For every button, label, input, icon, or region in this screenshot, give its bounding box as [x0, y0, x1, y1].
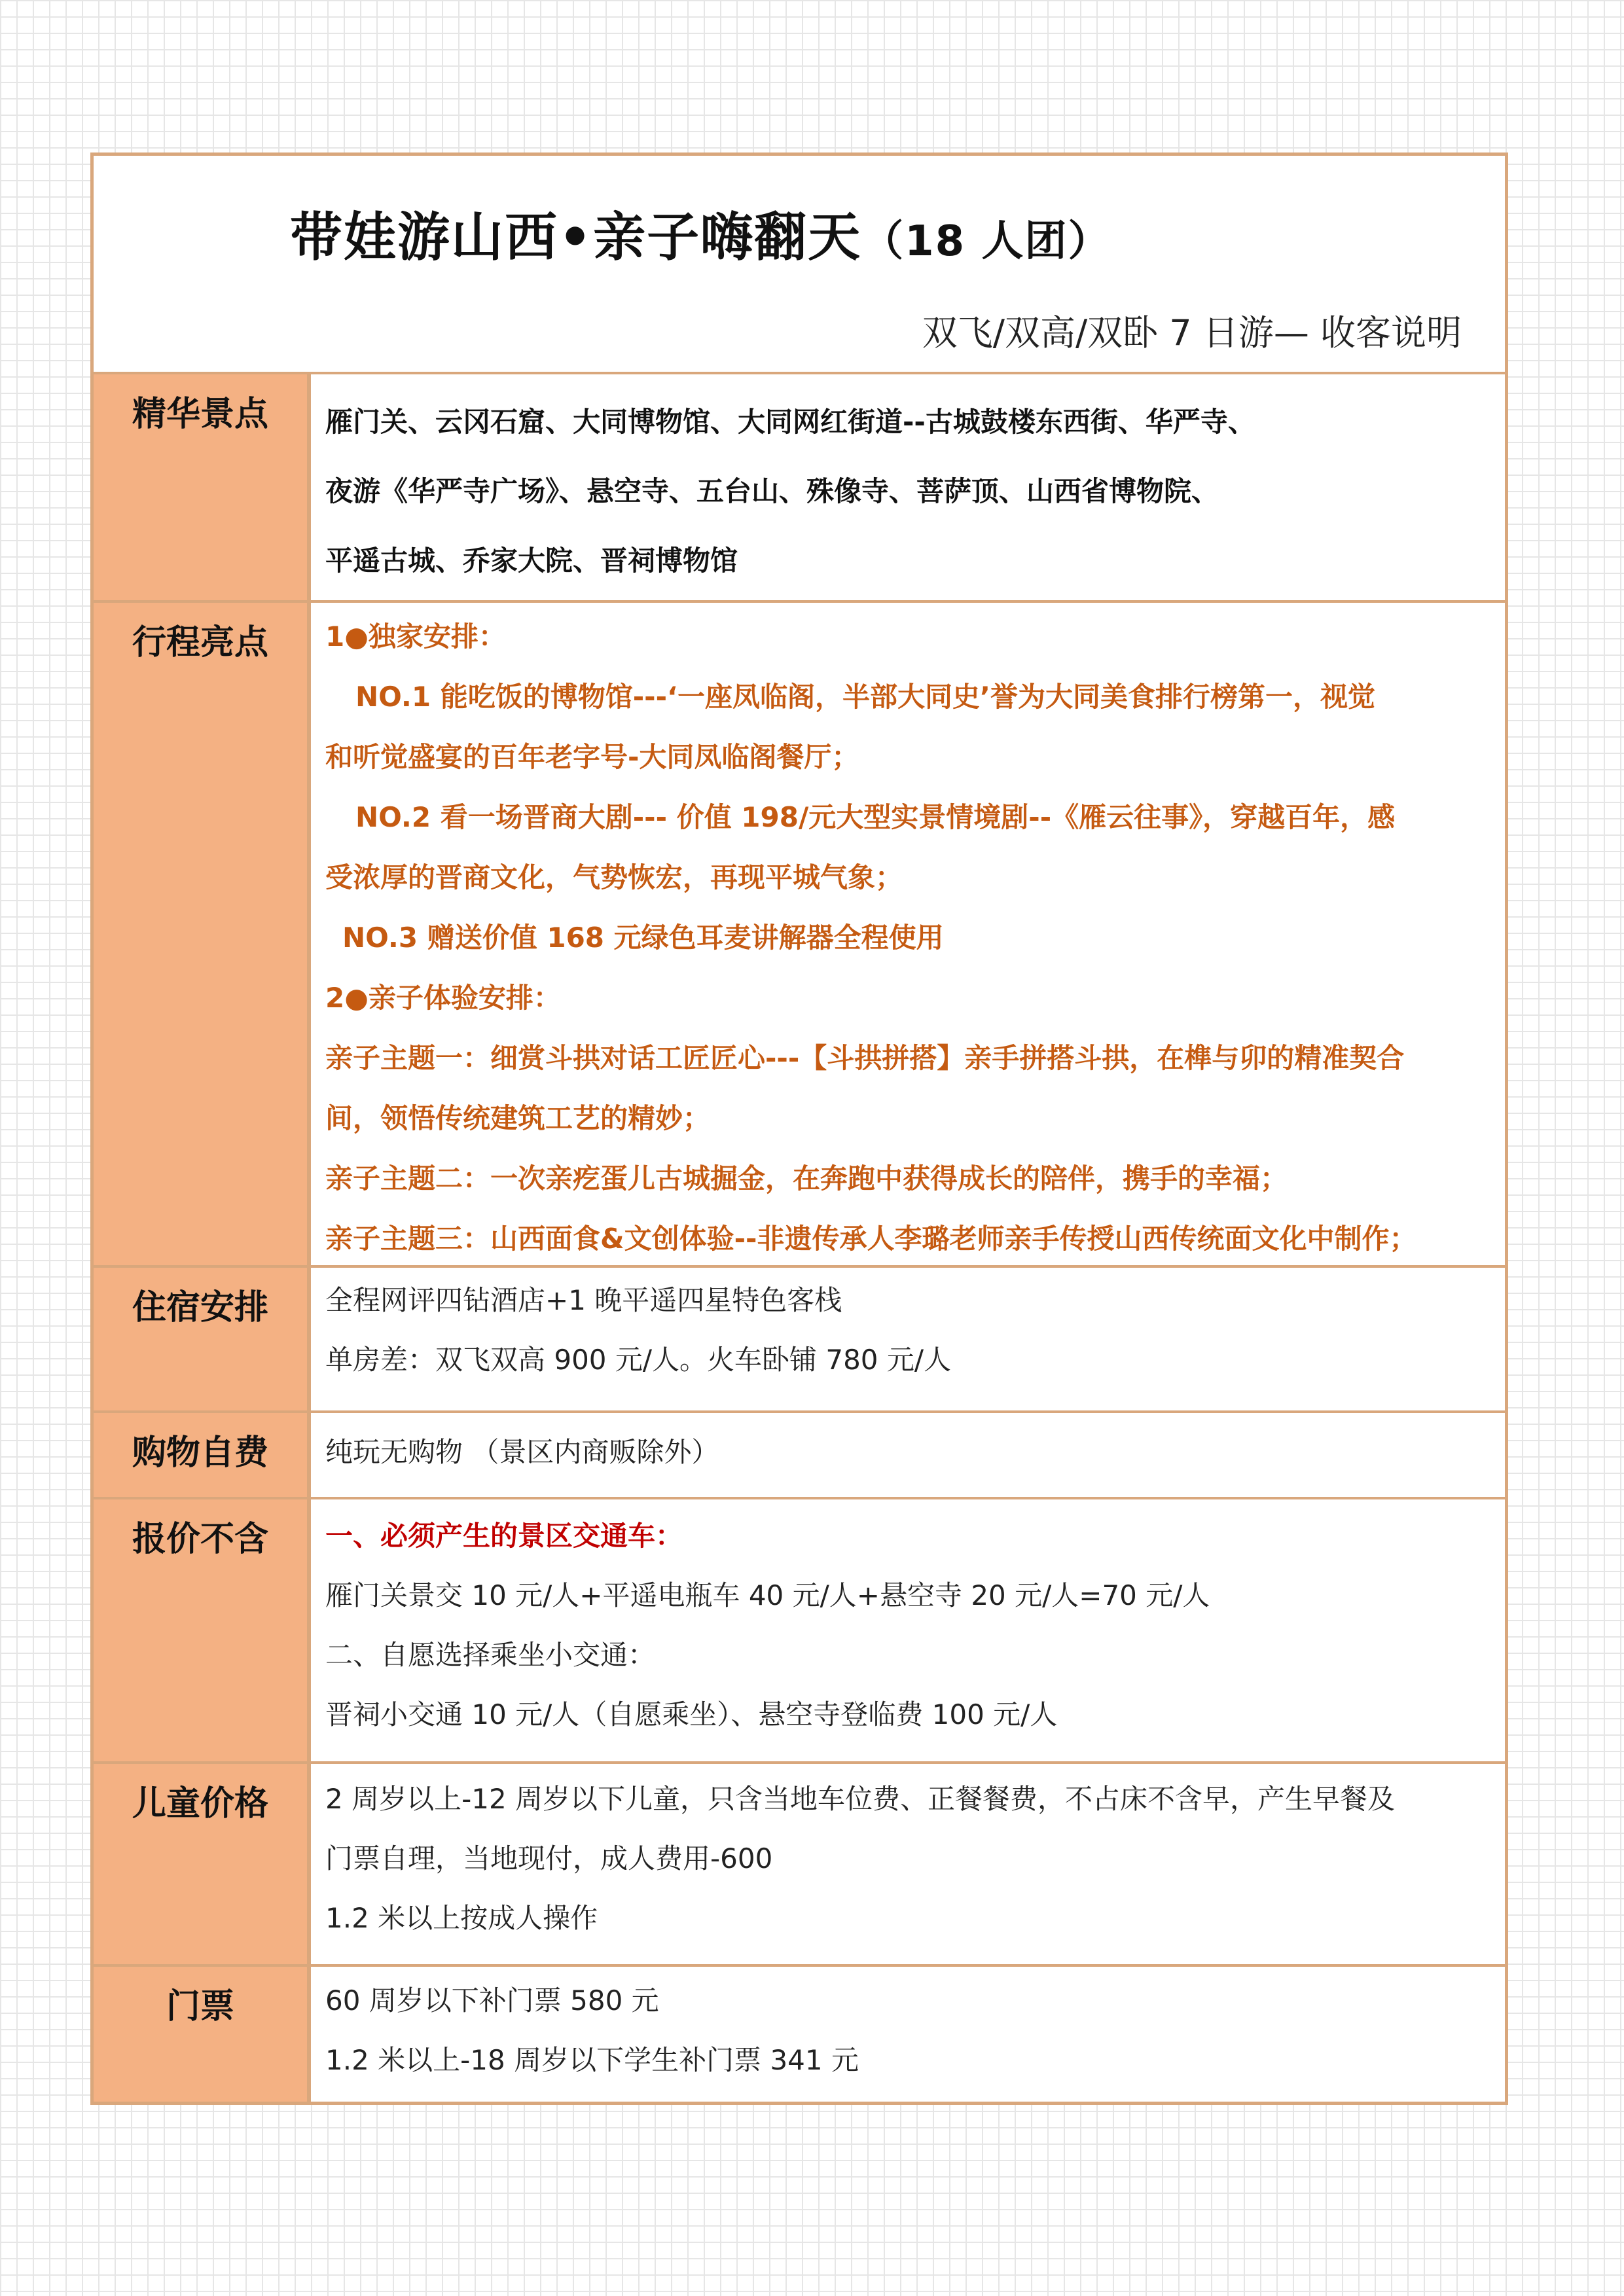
row-lodging	[94, 1268, 1505, 1413]
row-itinerary	[94, 603, 1505, 1268]
excluded-line: 一、必须产生的景区交通车：	[325, 1520, 683, 1552]
lodging-line: 单房差：双飞双高 900 元/人。火车卧铺 780 元/人	[325, 1344, 952, 1376]
itinerary-line: 和听觉盛宴的百年老字号-大同凤临阁餐厅；	[325, 741, 859, 773]
page-subtitle: 双飞/双高/双卧 7 日游— 收客说明	[922, 312, 1462, 353]
excluded-line: 二、自愿选择乘坐小交通：	[325, 1639, 656, 1671]
highlights-line: 平遥古城、乔家大院、晋祠博物馆	[325, 545, 738, 577]
label-shopping: 购物自费	[94, 1413, 311, 1497]
itinerary-line: 1●独家安排：	[325, 620, 506, 653]
content-excluded	[311, 1499, 1505, 1761]
label-itinerary: 行程亮点	[94, 603, 311, 1265]
row-child	[94, 1764, 1505, 1967]
itinerary-sheet	[90, 152, 1508, 2105]
page-title: 带娃游山西•亲子嗨翻天（18 人团）	[290, 207, 1111, 268]
content-tickets	[311, 1967, 1505, 2102]
itinerary-line: 亲子主题一：细赏斗拱对话工匠匠心---【斗拱拼搭】亲手拼搭斗拱，在榫与卯的精准契合	[325, 1042, 1405, 1074]
itinerary-line: NO.1 能吃饭的博物馆---‘一座凤临阁，半部大同史’誉为大同美食排行榜第一，视觉	[355, 681, 1375, 713]
itinerary-line: 间，领悟传统建筑工艺的精妙；	[325, 1102, 711, 1134]
content-itinerary	[311, 603, 1505, 1265]
tickets-line: 60 周岁以下补门票 580 元	[325, 1984, 659, 2017]
shopping-line: 纯玩无购物 （景区内商贩除外）	[325, 1436, 719, 1468]
content-shopping	[311, 1413, 1505, 1497]
lodging-line: 全程网评四钻酒店+1 晚平遥四星特色客栈	[325, 1284, 842, 1316]
itinerary-line: 受浓厚的晋商文化，气势恢宏，再现平城气象；	[325, 861, 903, 893]
label-highlights: 精华景点	[94, 374, 311, 600]
itinerary-line: 亲子主题二：一次亲疙蛋儿古城掘金，在奔跑中获得成长的陪伴，携手的幸福；	[325, 1162, 1288, 1194]
itinerary-line: 2●亲子体验安排：	[325, 982, 561, 1014]
content-highlights	[311, 374, 1505, 600]
label-excluded: 报价不含	[94, 1499, 311, 1761]
child-line: 2 周岁以上-12 周岁以下儿童，只含当地车位费、正餐餐费，不占床不含早，产生早餐及	[325, 1783, 1396, 1815]
content-lodging	[311, 1268, 1505, 1410]
highlights-line: 夜游《华严寺广场》、悬空寺、五台山、殊像寺、菩萨顶、山西省博物院、	[325, 475, 1219, 507]
itinerary-line: NO.2 看一场晋商大剧--- 价值 198/元大型实景情境剧--《雁云往事》，穿越百年，感	[355, 801, 1396, 833]
label-lodging: 住宿安排	[94, 1268, 311, 1410]
highlights-line: 雁门关、云冈石窟、大同博物馆、大同网红街道--古城鼓楼东西街、华严寺、	[325, 406, 1255, 438]
excluded-line: 晋祠小交通 10 元/人（自愿乘坐）、悬空寺登临费 100 元/人	[325, 1698, 1058, 1731]
tickets-line: 1.2 米以上-18 周岁以下学生补门票 341 元	[325, 2044, 859, 2076]
child-line: 1.2 米以上按成人操作	[325, 1902, 598, 1934]
row-tickets	[94, 1967, 1505, 2102]
excluded-line: 雁门关景交 10 元/人+平遥电瓶车 40 元/人+悬空寺 20 元/人=70 元/人	[325, 1579, 1210, 1611]
row-shopping	[94, 1413, 1505, 1499]
label-child: 儿童价格	[94, 1764, 311, 1964]
label-tickets: 门票	[94, 1967, 311, 2102]
row-excluded	[94, 1499, 1505, 1764]
itinerary-line: 亲子主题三：山西面食&文创体验--非遗传承人李璐老师亲手传授山西传统面文化中制作；	[325, 1223, 1417, 1255]
title-block	[94, 156, 1505, 374]
title-suffix: （18 人团）	[861, 217, 1111, 266]
itinerary-line: NO.3 赠送价值 168 元绿色耳麦讲解器全程使用	[342, 922, 944, 954]
child-line: 门票自理，当地现付，成人费用-600	[325, 1842, 773, 1874]
content-child	[311, 1764, 1505, 1964]
row-highlights	[94, 374, 1505, 603]
